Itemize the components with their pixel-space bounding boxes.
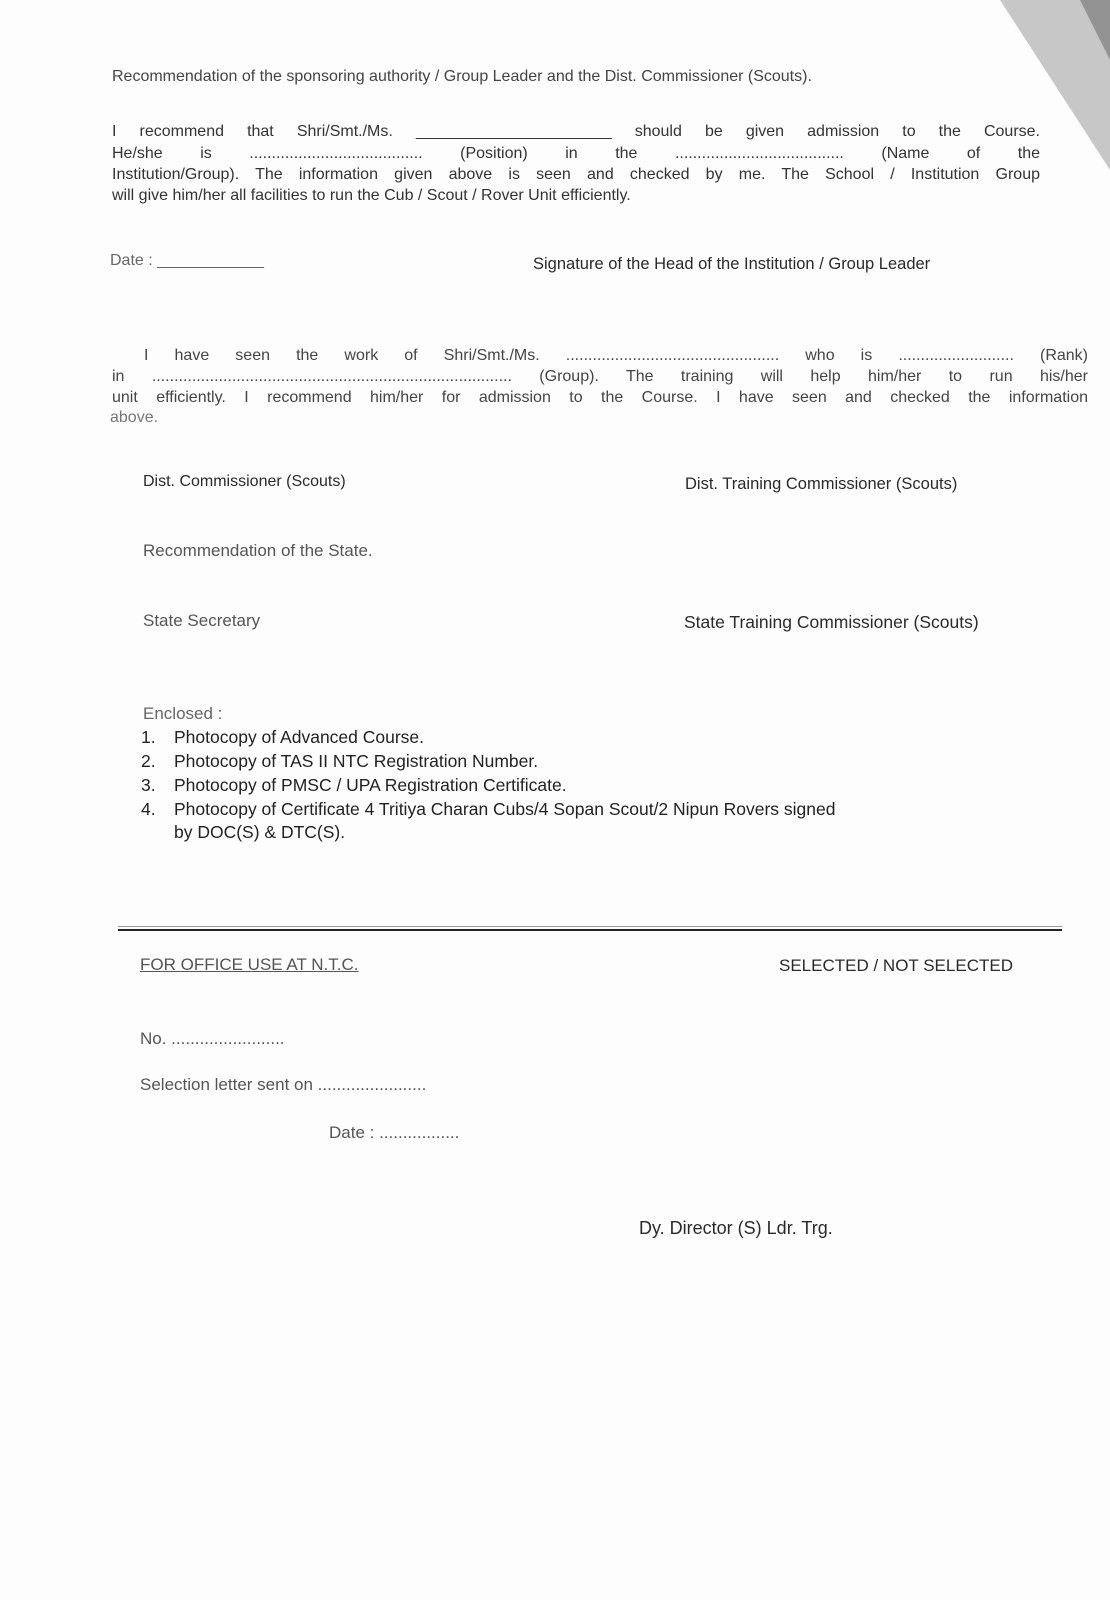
office-date-field: Date : ................. (329, 1123, 460, 1142)
item-number: 3. (141, 775, 156, 795)
item-text: Photocopy of Certificate 4 Tritiya Charan Cubs/4 Sopan Scout/2 Nipun Rovers signed (174, 799, 836, 819)
enclosed-heading: Enclosed : (143, 704, 223, 723)
sponsor-para-line: will give him/her all facilities to run the Cub / Scout / Rover Unit efficiently. (112, 187, 631, 204)
enclosed-item (141, 727, 424, 748)
item-number: 2. (141, 751, 156, 771)
item-text: Photocopy of TAS II NTC Registration Number. (174, 751, 539, 771)
state-training-commissioner-label: State Training Commissioner (Scouts) (684, 612, 979, 632)
item-text: Photocopy of PMSC / UPA Registration Certificate. (174, 775, 567, 795)
district-para-line: unit efficiently. I recommend him/her for admission to the Course. I have seen and checked the information (112, 389, 1088, 406)
sponsor-para-line: He/she is ....................................... (Position) in the ...................................... (Name of the (112, 145, 1040, 162)
item-number: 1. (141, 727, 156, 747)
deputy-director-label: Dy. Director (S) Ldr. Trg. (639, 1218, 833, 1238)
page-fold-shadow-dark (1080, 0, 1110, 60)
sponsor-para-line: I recommend that Shri/Smt./Ms. ______________________ should be given admission to the Course. (112, 123, 1040, 140)
district-para-line: I have seen the work of Shri/Smt./Ms. ................................................ who is .......................... (Rank) (144, 347, 1088, 364)
item-text: Photocopy of Advanced Course. (174, 727, 425, 747)
enclosed-item (141, 751, 538, 772)
dist-commissioner-label: Dist. Commissioner (Scouts) (143, 473, 346, 490)
enclosed-item (141, 799, 835, 820)
dist-training-commissioner-label: Dist. Training Commissioner (Scouts) (685, 475, 958, 493)
state-heading: Recommendation of the State. (143, 541, 373, 560)
enclosed-item (141, 775, 567, 796)
enclosed-item-continuation: by DOC(S) & DTC(S). (174, 822, 346, 842)
head-signature-label: Signature of the Head of the Institution / Group Leader (533, 255, 931, 273)
office-use-heading: FOR OFFICE USE AT N.T.C. (140, 955, 359, 974)
state-secretary-label: State Secretary (143, 611, 261, 630)
district-para-line: in ................................................................................. (Group). The training will help him/her to run his/her (112, 368, 1088, 385)
selection-status: SELECTED / NOT SELECTED (779, 956, 1013, 975)
item-number: 4. (141, 799, 156, 819)
divider (118, 929, 1062, 931)
selection-letter-field: Selection letter sent on ....................... (140, 1075, 427, 1094)
sponsor-date-field: Date : ____________ (110, 252, 264, 269)
divider-thin (118, 926, 1062, 927)
district-para-line: above. (110, 409, 159, 426)
sponsor-heading: Recommendation of the sponsoring authority / Group Leader and the Dist. Commissioner (Scouts). (112, 68, 812, 85)
sponsor-para-line: Institution/Group). The information given above is seen and checked by me. The School / Institution Group (112, 166, 1040, 183)
office-number-field: No. ........................ (140, 1029, 285, 1048)
